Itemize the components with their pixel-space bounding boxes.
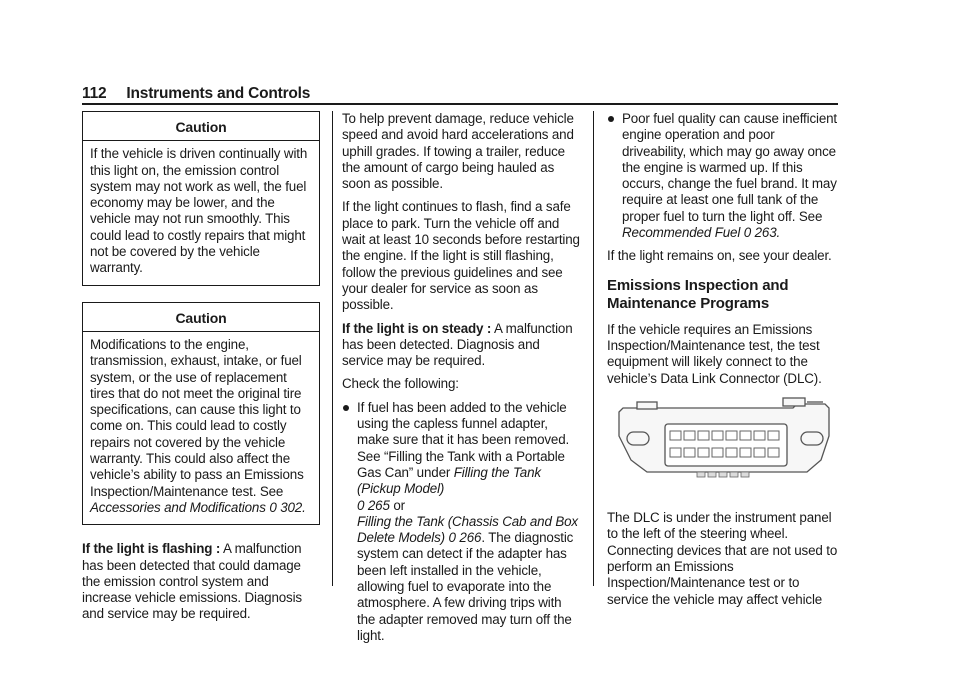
page-number: 112 <box>82 85 107 102</box>
dlc-connector-illustration <box>607 396 839 500</box>
caution-body <box>83 332 319 524</box>
column-divider <box>593 111 594 586</box>
page-reference[interactable]: 0 265 <box>357 497 390 513</box>
caution-text: Modifications to the engine, transmission, exhaust, intake, or fuel system, or the use of replacement tires that do not meet the original tire specifications, can cause this light to come on. This could lead to costly repairs not covered by the vehicle warranty. This could also affect the vehicle’s ability to pass an Emissions Inspection/Maintenance test. See <box>90 336 304 499</box>
flashing-paragraph <box>82 541 320 622</box>
cross-reference-link[interactable]: Filling the Tank (Chassis Cab and Box Delete Models) <box>357 513 578 546</box>
or-text: or <box>389 497 405 513</box>
check-list-continued <box>607 111 839 241</box>
page-reference[interactable]: 0 263. <box>743 225 781 241</box>
caution-title: Caution <box>83 303 319 332</box>
section-heading: Emissions Inspection and Maintenance Programs <box>607 276 789 313</box>
caution-box-2 <box>82 302 320 526</box>
section-title: Instruments and Controls <box>126 85 311 102</box>
paragraph: The DLC is under the instrument panel to the left of the steering wheel. Connecting devices that are not used to perform an Emissions Inspection/Maintenance test or to service the vehicle may affect vehicle <box>607 510 838 607</box>
list-item <box>342 400 582 644</box>
check-paragraph: Check the following: <box>342 376 459 392</box>
bullet-text: . The diagnostic system can detect if the adapter has been left installed in the vehicle, allowing fuel to evaporate into the atmosphere. A few driving trips with the adapter removed may turn off the light. <box>357 530 574 643</box>
page-reference[interactable]: 0 302. <box>269 499 306 515</box>
flashing-text: A malfunction has been detected that could damage the emission control system and increase vehicle emissions. Diagnosis and service may be required. <box>82 541 302 622</box>
paragraph: To help prevent damage, reduce vehicle speed and avoid hard accelerations and uphill grades. If towing a trailer, reduce the amount of cargo being hauled as soon as possible. <box>342 111 574 192</box>
check-list <box>342 400 582 644</box>
bullet-text: If fuel has been added to the vehicle using the capless funnel adapter, make sure that it has been removed. See “Filling the Tank with a Portable Gas Can” under <box>357 399 570 480</box>
steady-text: A malfunction has been detected. Diagnosis and service may be required. <box>342 320 573 369</box>
page-reference[interactable]: 0 266 <box>448 530 482 546</box>
steady-lead: If the light is on steady : <box>342 320 492 336</box>
steady-paragraph <box>342 321 582 370</box>
paragraph: If the light remains on, see your dealer. <box>607 248 832 264</box>
paragraph: If the vehicle requires an Emissions Inspection/Maintenance test, the test equipment will likely connect to the vehicle’s Data Link Connector (DLC). <box>607 321 822 386</box>
page-header <box>82 85 310 103</box>
column-divider <box>332 111 333 586</box>
column-2 <box>342 111 582 651</box>
header-rule <box>82 103 838 105</box>
paragraph: If the light continues to flash, find a safe place to park. Turn the vehicle off and wait at least 10 seconds before restarting the engine. If the light is still flashing, follow the previous guidelines and see your dealer for service as soon as possible. <box>342 199 580 313</box>
cross-reference-link[interactable]: Filling the Tank (Pickup Model) <box>357 464 541 497</box>
column-3 <box>607 111 839 615</box>
cross-reference-link[interactable]: Accessories and Modifications <box>90 499 266 515</box>
cross-reference-link[interactable]: Recommended Fuel <box>622 225 741 241</box>
flashing-lead: If the light is flashing : <box>82 541 221 557</box>
caution-box-1 <box>82 111 320 286</box>
caution-body: If the vehicle is driven continually with this light on, the emission control system may not work as well, the fuel economy may be lower, and the vehicle may not run smoothly. This could lead to costly repairs that might not be covered by the vehicle warranty. <box>90 146 308 276</box>
caution-title: Caution <box>83 112 319 141</box>
column-1 <box>82 111 320 630</box>
list-item <box>607 111 839 241</box>
bullet-text: Poor fuel quality can cause inefficient engine operation and poor driveability, which may go away once the engine is warmed up. If this occurs, change the fuel brand. It may require at least one full tank of the proper fuel to turn the light off. See <box>622 111 837 224</box>
